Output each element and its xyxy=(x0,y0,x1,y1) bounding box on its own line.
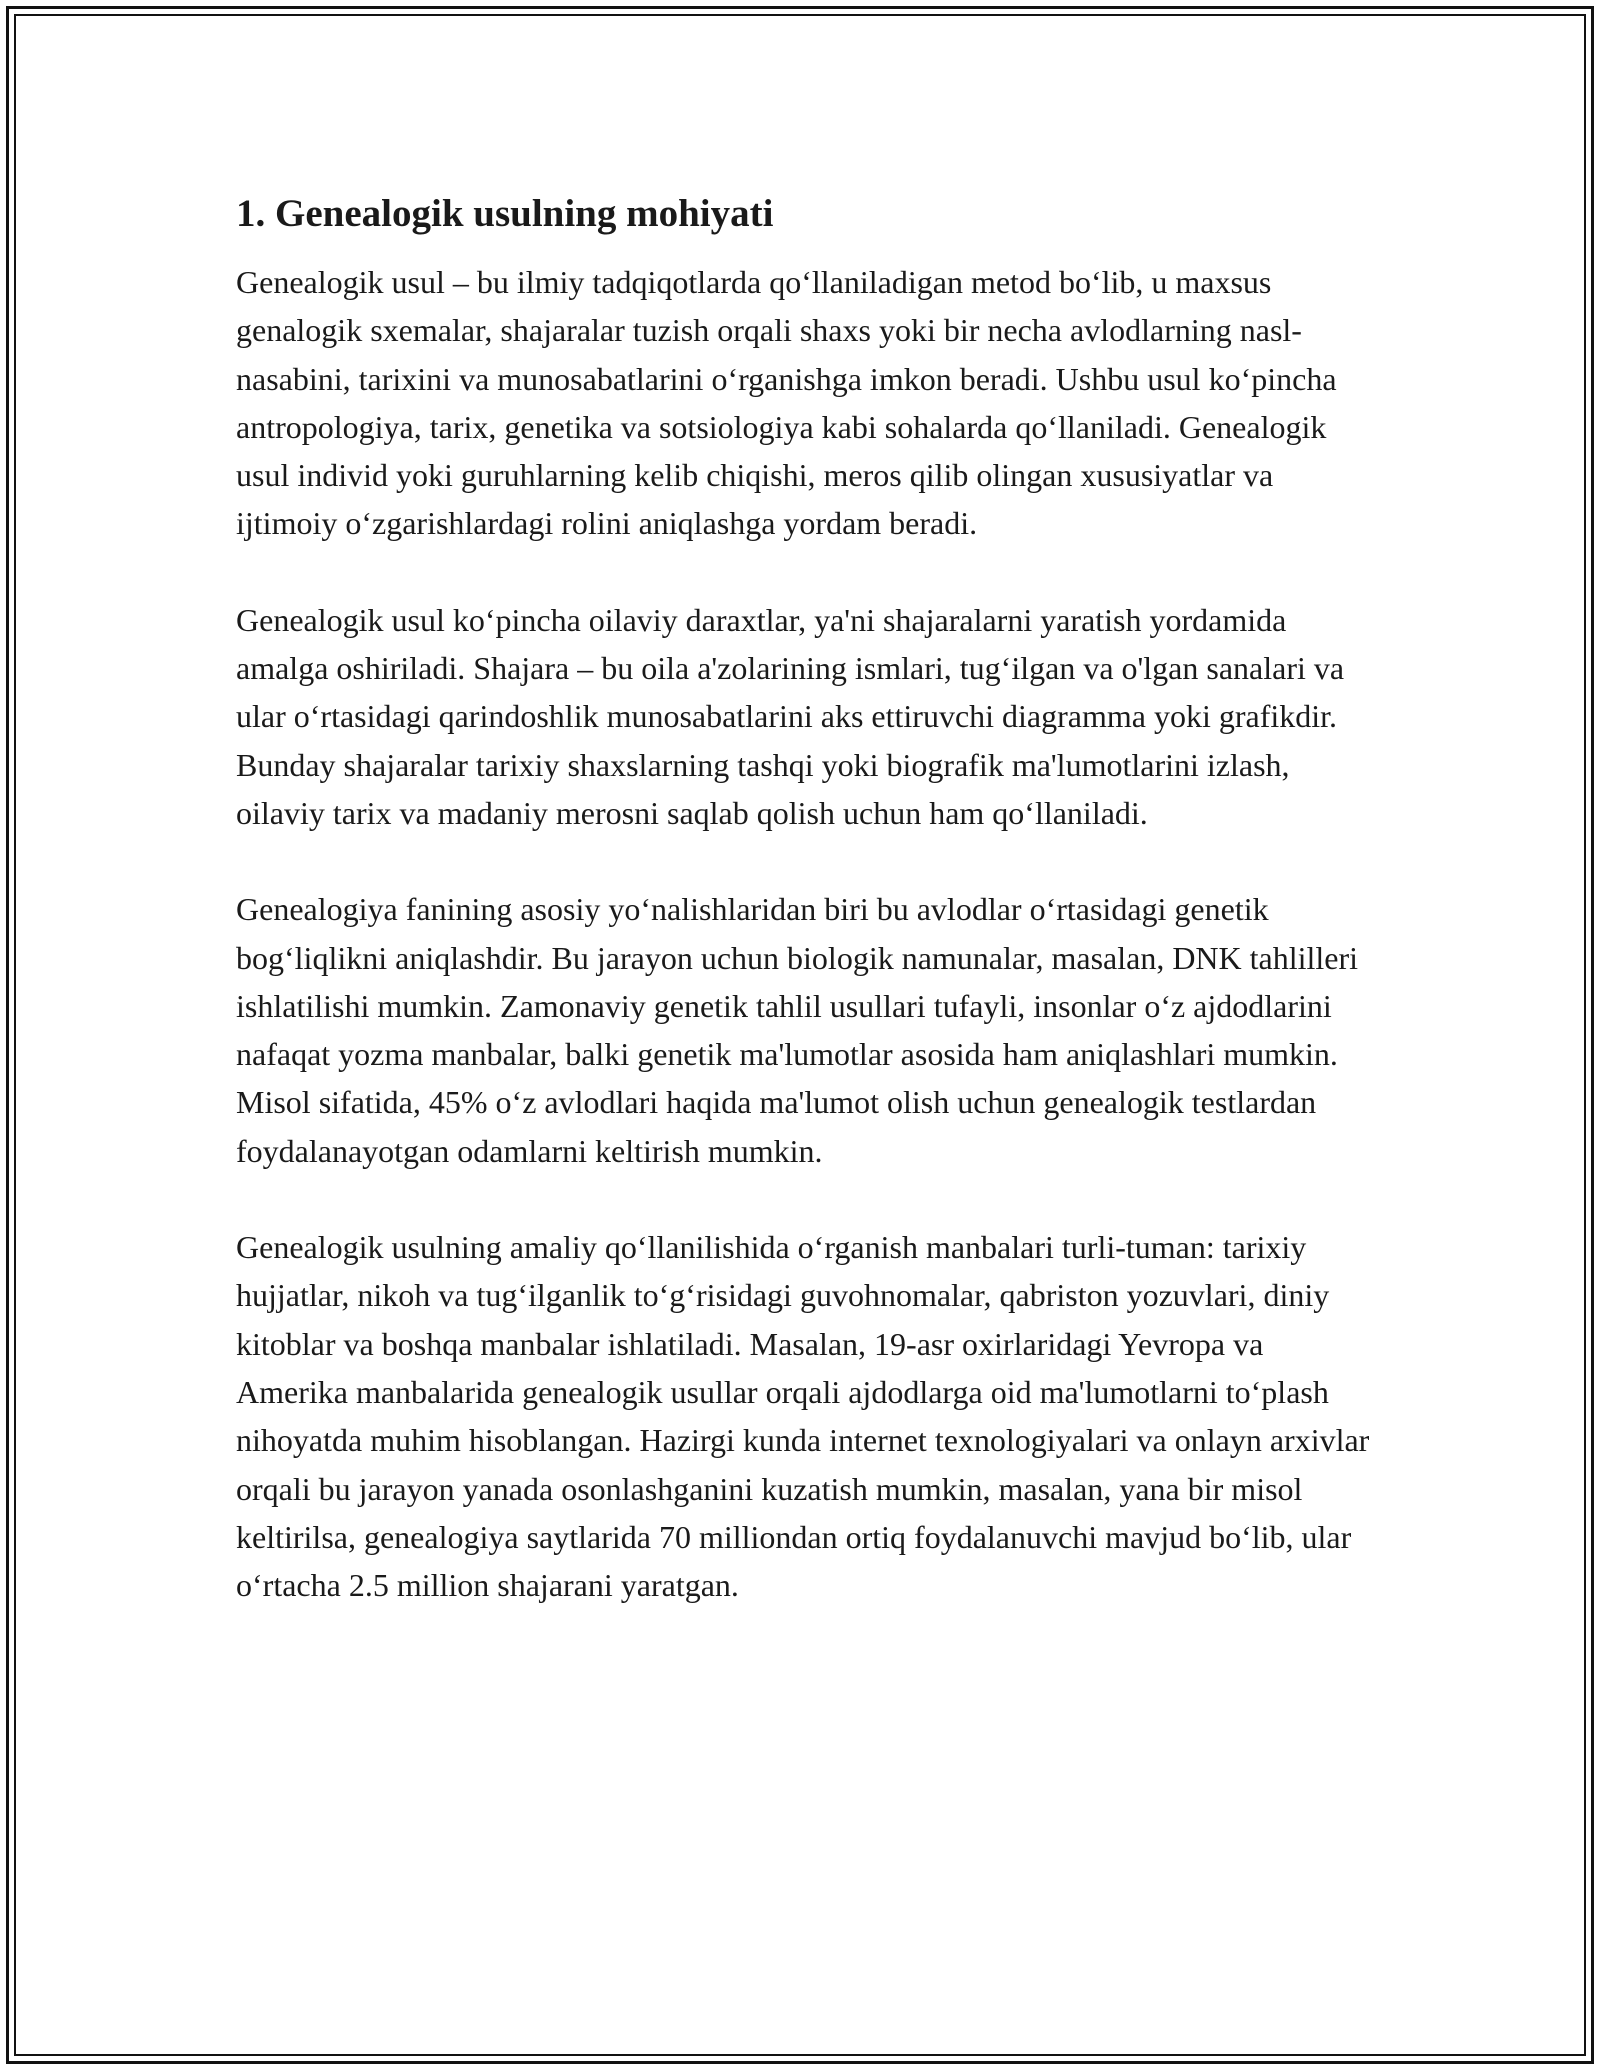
paragraph-2: Genealogik usul ko‘pincha oilaviy daraxtlar, ya'ni shajaralarni yaratish yordamida amalga oshiriladi. Shajara – bu oila a'zolarining ismlari, tug‘ilgan va o'lgan sanalari va ular o‘rtasidagi qarindoshlik munosabatlarini aks ettiruvchi diagramma yoki grafikdir. Bunday shajaralar tarixiy shaxslarning tashqi yoki biografik ma'lumotlarini izlash, oilaviy tarix va madaniy merosni saqlab qolish uchun ham qo‘llaniladi. xyxy=(236,601,1345,831)
section-heading: 1. Genealogik usulning mohiyati xyxy=(236,192,774,235)
document-body xyxy=(236,186,1376,1657)
paragraph-4: Genealogik usulning amaliy qo‘llanilishida o‘rganish manbalari turli-tuman: tarixiy hujjatlar, nikoh va tug‘ilganlik to‘g‘risidagi guvohnomalar, qabriston yozuvlari, diniy kitoblar va boshqa manbalar ishlatiladi. Masalan, 19-asr oxirlaridagi Yevropa va Amerika manbalarida genealogik usullar orqali ajdodlarga oid ma'lumotlarni to‘plash nihoyatda muhim hisoblangan. Hazirgi kunda internet texnologiyalari va onlayn arxivlar orqali bu jarayon yanada osonlashganini kuzatish mumkin, masalan, yana bir misol keltirilsa, genealogiya saytlarida 70 milliondan ortiq foydalanuvchi mavjud bo‘lib, ular o‘rtacha 2.5 million shajarani yaratgan. xyxy=(236,1229,1370,1604)
paragraph-1: Genealogik usul – bu ilmiy tadqiqotlarda qo‘llaniladigan metod bo‘lib, u maxsus genalogik sxemalar, shajaralar tuzish orqali shaxs yoki bir necha avlodlarning nasl-nasabini, tarixini va munosabatlarini o‘rganishga imkon beradi. Ushbu usul ko‘pincha antropologiya, tarix, genetika va sotsiologiya kabi sohalarda qo‘llaniladi. Genealogik usul individ yoki guruhlarning kelib chiqishi, meros qilib olingan xususiyatlar va ijtimoiy o‘zgarishlardagi rolini aniqlashga yordam beradi. xyxy=(236,264,1337,542)
paragraph-3: Genealogiya fanining asosiy yo‘nalishlaridan biri bu avlodlar o‘rtasidagi genetik bog‘liqlikni aniqlashdir. Bu jarayon uchun biologik namunalar, masalan, DNK tahlilleri ishlatilishi mumkin. Zamonaviy genetik tahlil usullari tufayli, insonlar o‘z ajdodlarini nafaqat yozma manbalar, balki genetik ma'lumotlar asosida ham aniqlashlari mumkin. Misol sifatida, 45% o‘z avlodlari haqida ma'lumot olish uchun genealogik testlardan foydalanayotgan odamlarni keltirish mumkin. xyxy=(236,891,1359,1169)
